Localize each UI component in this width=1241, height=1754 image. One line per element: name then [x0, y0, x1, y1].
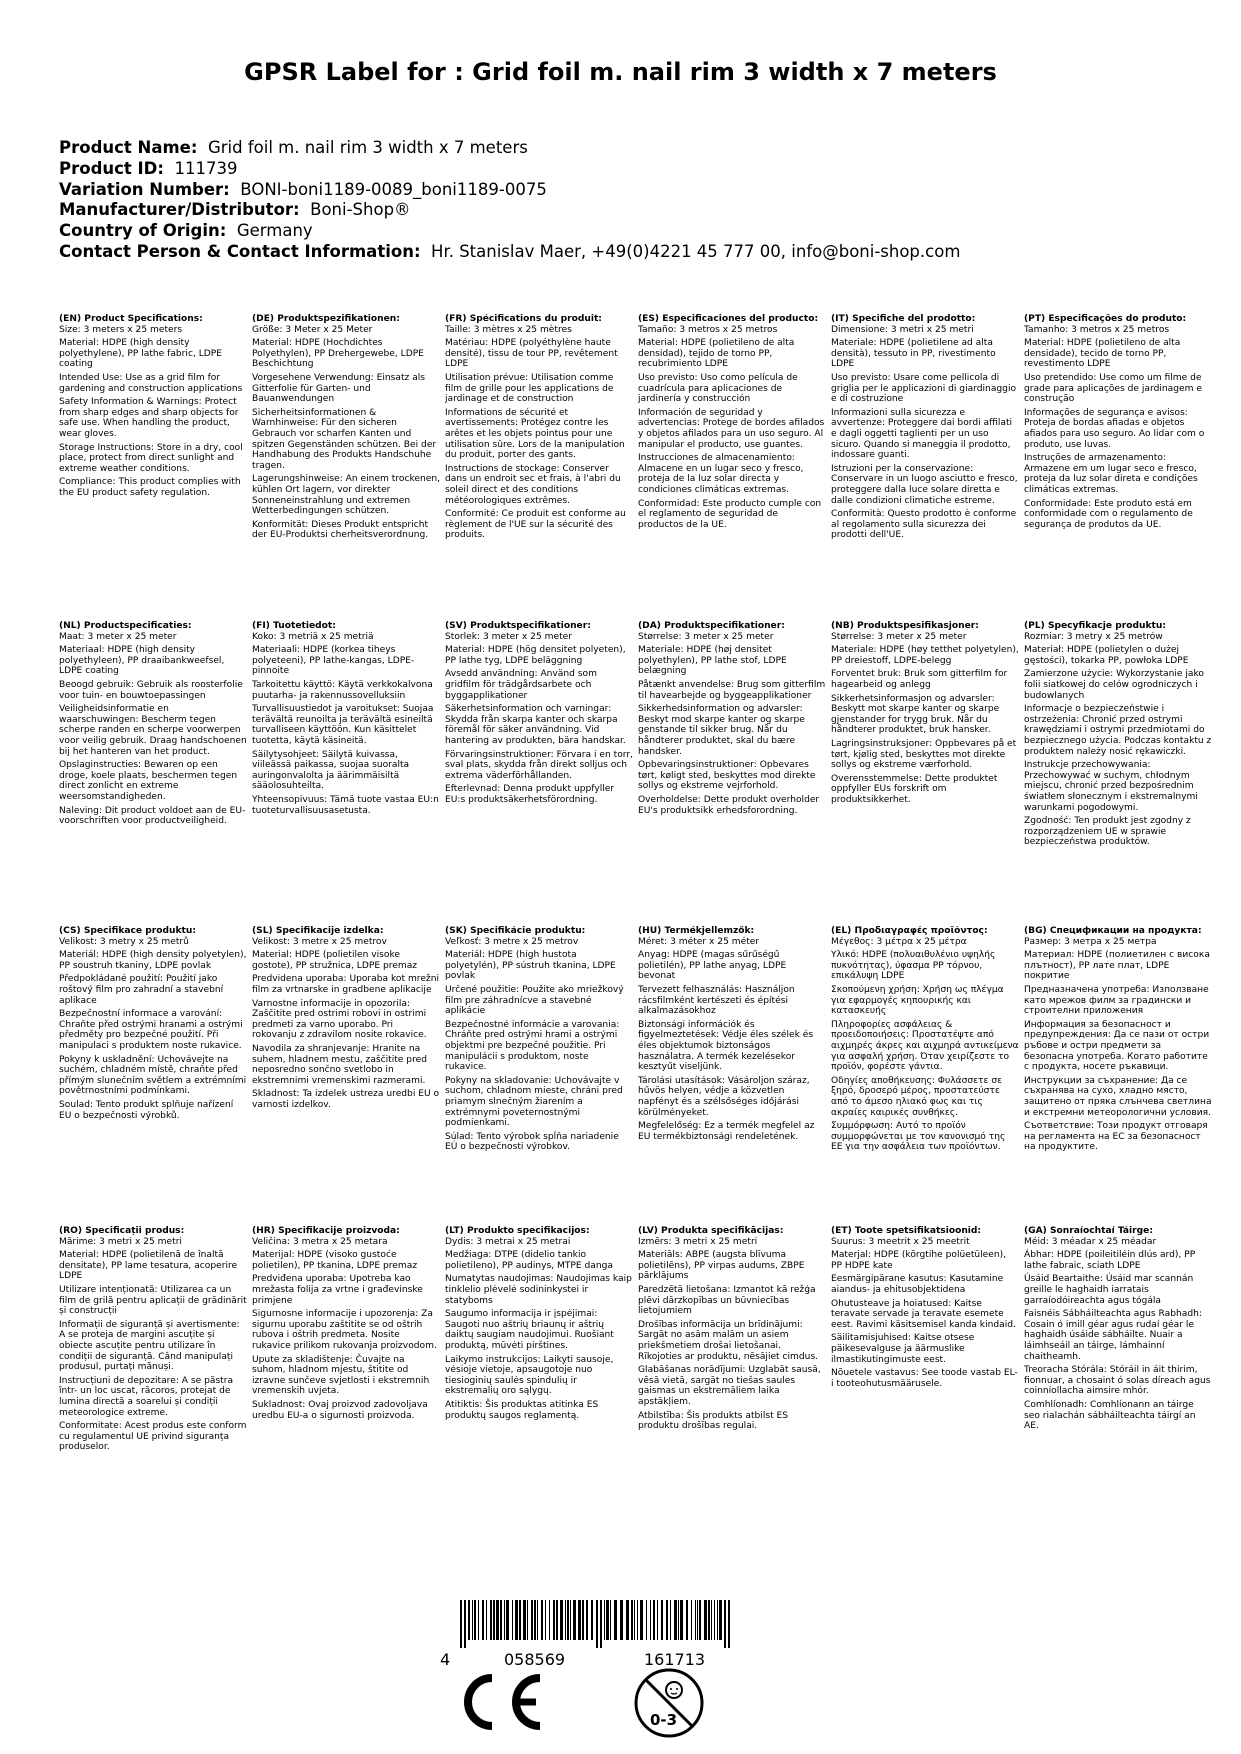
spec-paragraph: Materiál: HDPE (high hustota polyetylén), PP sústruh tkanina, LDPE povlak [445, 950, 616, 982]
info-line [59, 242, 1209, 263]
spec-paragraph: Drošības informācija un brīdinājumi: Sargāt no asām malām un asiem priekšmetiem drošai lietošanai. Rīkojoties ar produktu, nēsājiet cimdus. [638, 1319, 819, 1362]
barcode-icon [456, 1600, 736, 1648]
spec-paragraph: Koko: 3 metriä x 25 metriä [252, 631, 374, 642]
spec-paragraph: Información de seguridad y advertencias: Protege de bordes afilados y objetos afilados para un uso seguro. Al manipular el producto, use guantes. [638, 407, 825, 450]
spec-paragraph: Materiāls: ABPE (augsta blīvuma polietilēns), PP virpas audums, ZBPE pārklājums [638, 1250, 805, 1282]
spec-block [1024, 621, 1212, 851]
spec-paragraph: Materiale: HDPE (høj densitet polyethylen), PP lathe stof, LDPE belægning [638, 645, 787, 677]
spec-paragraph: Säilitamisjuhised: Kaitse otsese päikesevalguse ja äärmuslike ilmastikutingimuste eest. [831, 1333, 975, 1365]
info-label: Manufacturer/Distributor: [59, 200, 300, 220]
spec-paragraph: Sikkerhedsinformation og advarsler: Beskyt mod skarpe kanter og skarpe genstande til sikker brug. Når du håndterer produktet, skal du bære handsker. [638, 704, 805, 757]
spec-block [831, 1226, 1019, 1392]
spec-paragraph: Overensstemmelse: Dette produktet oppfyller EUs forskrift om produktsikkerhet. [831, 773, 998, 805]
spec-paragraph: Säkerhetsinformation och varningar: Skydda från skarpa kanter och skarpa föremål för säker användning. Vid hantering av produkten, bära handskar. [445, 704, 626, 746]
spec-block [445, 314, 633, 544]
spec-paragraph: Informazioni sulla sicurezza e avvertenze: Proteggere dai bordi affilati e dagli oggetti taglienti per un uso sicuro. Quando si maneggia il prodotto, indossare guanti. [831, 407, 1013, 461]
spec-paragraph: Οδηγίες αποθήκευσης: Φυλάσσετε σε ξηρό, δροσερό μέρος, προστατεύστε από το άμεσο ηλιακό φως και τις ακραίες καιρικές συνθήκες. [831, 1075, 1003, 1118]
spec-paragraph: Ohutusteave ja hoiatused: Kaitse teravate servade ja teravate esemete eest. Ravimi käsitsemisel kanda kindaid. [831, 1298, 1016, 1330]
spec-paragraph: Overholdelse: Dette produkt overholder EU's produktsikk erhedsforordning. [638, 794, 820, 816]
spec-paragraph: Bezpečnostné informácie a varovania: Chráňte pred ostrými hrami a ostrými objektmi pre bezpečné použitie. Pri manipulácii s produktom, noste rukavice. [445, 1019, 620, 1073]
spec-paragraph: Comhlíonadh: Comhlíonann an táirge seo rialachán sábháilteachta táirgí an AE. [1024, 1399, 1196, 1432]
spec-paragraph: Úsáid Beartaithe: Úsáid mar scannán greille le haghaidh iarratais garraíodóireachta agus tógála [1024, 1274, 1194, 1306]
spec-paragraph: Størrelse: 3 meter x 25 meter [638, 631, 774, 642]
spec-paragraph: Rozmiar: 3 metry x 25 metrów [1024, 631, 1163, 642]
spec-paragraph: Conformidade: Este produto está em conformidade com o regulamento de segurança de produtos da UE. [1024, 498, 1193, 530]
spec-paragraph: Yhteensopivuus: Tämä tuote vastaa EU:n tuoteturvallisuusasetusta. [252, 794, 439, 816]
spec-heading: (EN) Product Specifications: [59, 314, 203, 324]
spec-paragraph: Storage Instructions: Store in a dry, cool place, protect from direct sunlight and extreme weather conditions. [59, 442, 243, 474]
spec-paragraph: Størrelse: 3 meter x 25 meter [831, 631, 967, 642]
spec-paragraph: Materjal: HDPE (kõrgtihe polüetüleen), PP HDPE kate [831, 1250, 1007, 1271]
spec-heading: (SK) Špecifikácie produktu: [445, 926, 586, 936]
spec-heading: (DA) Produktspecifikationer: [638, 621, 785, 631]
spec-paragraph: Compliance: This product complies with the EU product safety regulation. [59, 477, 241, 498]
spec-paragraph: Påtænkt anvendelse: Brug som gitterfilm til havearbejde og byggeapplikationer [638, 679, 826, 701]
spec-paragraph: Navodila za shranjevanje: Hranite na suhem, hladnem mestu, zaščitite pred neposredno sončno svetlobo in ekstremnimi vremenskimi razmerami. [252, 1043, 427, 1086]
spec-paragraph: Eesmärgipärane kasutus: Kasutamine aiandus- ja ehitusobjektidena [831, 1274, 1004, 1295]
barcode-digits-left: 058569 [504, 1650, 566, 1669]
spec-block [638, 314, 826, 533]
spec-paragraph: Opslaginstructies: Bewaren op een droge, koele plaats, beschermen tegen direct zonlicht en extreme weersomstandigheden. [59, 760, 238, 802]
spec-heading: (ES) Especificaciones del producto: [638, 314, 819, 324]
spec-paragraph: Säilytysohjeet: Säilytä kuivassa, viileässä paikassa, suojaa suoralta auringonvalolta ja äärimmäisiltä sääolosuhteilta. [252, 749, 410, 792]
spec-paragraph: Größe: 3 Meter x 25 Meter [252, 324, 373, 335]
spec-paragraph: Atitiktis: Šis produktas atitinka ES produktų saugos reglamentą. [445, 1399, 599, 1421]
page-title: GPSR Label for : Grid foil m. nail rim 3 width x 7 meters [244, 58, 997, 86]
spec-paragraph: Conformidad: Este producto cumple con el reglamento de seguridad de productos de la UE. [638, 498, 822, 530]
spec-paragraph: Uso previsto: Uso como película de cuadrícula para aplicaciones de jardinería y construcción [638, 372, 798, 405]
spec-paragraph: Laikymo instrukcijos: Laikyti sausoje, vėsioje vietoje, apsaugotoje nuo tiesioginių saulės spindulių ir ekstremalių oro sąlygų. [445, 1354, 614, 1397]
product-info [59, 138, 1209, 263]
info-line [59, 180, 1209, 201]
spec-paragraph: Materijal: HDPE (visoko gustoće polietilen), PP tkanina, LDPE premaz [252, 1250, 418, 1271]
spec-heading: (PT) Especificações do produto: [1024, 314, 1187, 324]
not-for-children-0-3-icon [632, 1666, 706, 1740]
info-value: Grid foil m. nail rim 3 width x 7 meters [207, 138, 528, 157]
spec-heading: (NB) Produktspesifikasjoner: [831, 621, 979, 631]
spec-paragraph: Material: HDPE (polietilenă de înaltă densitate), PP lame tesatura, acoperire LDPE [59, 1250, 238, 1282]
spec-paragraph: Skladnost: Ta izdelek ustreza uredbi EU o varnosti izdelkov. [252, 1089, 440, 1110]
spec-paragraph: Instrucțiuni de depozitare: A se păstra într- un loc uscat, răcoros, protejat de lumina directă a soarelui și condiții meteorologice extreme. [59, 1375, 234, 1418]
spec-block [638, 926, 826, 1145]
spec-paragraph: Tárolási utasítások: Vásároljon száraz, hűvös helyen, védje a közvetlen napfényt és a szélsőséges időjárási körülményeket. [638, 1075, 810, 1118]
spec-paragraph: Anyag: HDPE (magas sűrűségű polietilén), PP lathe anyag, LDPE bevonat [638, 950, 787, 982]
spec-paragraph: Beoogd gebruik: Gebruik als roosterfolie voor tuin- en bouwtoepassingen [59, 679, 243, 701]
spec-paragraph: Megfelelőség: Ez a termék megfelel az EU termékbiztonsági rendeletének. [638, 1121, 815, 1142]
spec-paragraph: Dimensione: 3 metri x 25 metri [831, 324, 974, 335]
info-value: Germany [236, 221, 313, 241]
spec-paragraph: Σκοπούμενη χρήση: Χρήση ως πλέγμα για εφαρμογές κηπουρικής και κατασκευής [831, 984, 1004, 1017]
spec-heading: (NL) Productspecificaties: [59, 621, 192, 631]
spec-paragraph: Atbilstība: Šis produkts atbilst ES produktu drošības regulai. [638, 1410, 789, 1432]
info-label: Country of Origin: [59, 221, 227, 241]
spec-paragraph: Materiál: HDPE (high density polyetylen), PP soustruh tkaniny, LDPE povlak [59, 950, 247, 971]
spec-paragraph: Veličina: 3 metra x 25 metara [252, 1236, 388, 1247]
spec-paragraph: Intended Use: Use as a grid film for gardening and construction applications [59, 372, 243, 394]
spec-paragraph: Medžiaga: DTPE (didelio tankio polietileno), PP audinys, MTPE danga [445, 1250, 613, 1271]
spec-paragraph: Taille: 3 mètres x 25 mètres [445, 324, 572, 335]
spec-paragraph: Opbevaringsinstruktioner: Opbevares tørt, køligt sted, beskyttes mod direkte sollys og ekstreme vejrforhold. [638, 760, 816, 792]
spec-heading: (ET) Toote spetsifikatsioonid: [831, 1226, 982, 1236]
spec-block [59, 1226, 247, 1456]
spec-paragraph: Veľkosť: 3 metre x 25 metrov [445, 936, 579, 947]
spec-heading: (LT) Produkto specifikacijos: [445, 1226, 590, 1236]
spec-paragraph: Dydis: 3 metrai x 25 metrai [445, 1236, 571, 1247]
spec-heading: (DE) Produktspezifikationen: [252, 314, 400, 324]
spec-paragraph: Материал: HDPE (полиетилен с висока плътност), PP лате плат, LDPE покритие [1024, 950, 1210, 982]
spec-paragraph: Bezpečnostní informace a varování: Chraňte před ostrými hranami a ostrými předměty pro bezpečné použití. Při manipulaci s produktem noste rukavice. [59, 1009, 243, 1051]
info-line [59, 221, 1209, 242]
spec-paragraph: Velikost: 3 metre x 25 metrov [252, 936, 387, 947]
spec-paragraph: Pokyny na skladovanie: Uchovávajte v suchom, chladnom mieste, chráni pred priamym slnečným žiarením a extrémnymi poveternostnými podmienkami. [445, 1075, 623, 1129]
spec-paragraph: Súlad: Tento výrobok spĺňa nariadenie EÚ o bezpečnosti výrobkov. [445, 1131, 619, 1153]
info-line [59, 138, 1209, 159]
spec-paragraph: Varnostne informacije in opozorila: Zaščitite pred ostrimi robovi in ostrimi predmeti za varno uporabo. Pri rokovanju z zdravilom nosite rokavice. [252, 998, 427, 1041]
spec-paragraph: Izmērs: 3 metri x 25 metri [638, 1236, 758, 1247]
spec-block [831, 314, 1019, 544]
spec-block [831, 926, 1019, 1156]
spec-block [445, 1226, 633, 1424]
spec-paragraph: Paredzētā lietošana: Izmantot kā režģa plēvi dārzkopības un būvniecības lietojumiem [638, 1284, 816, 1317]
spec-paragraph: Material: HDPE (hög densitet polyeten), PP lathe tyg, LDPE beläggning [445, 645, 626, 666]
spec-paragraph: Velikost: 3 metry x 25 metrů [59, 936, 189, 947]
spec-paragraph: Materiale: HDPE (høy tetthet polyetylen), PP dreiestoff, LDPE-belegg [831, 645, 1019, 666]
spec-paragraph: Méid: 3 méadar x 25 méadar [1024, 1236, 1157, 1247]
spec-heading: (GA) Sonraíochtaí Táirge: [1024, 1226, 1153, 1236]
spec-paragraph: Информация за безопасност и предупреждения: Да се пази от остри ръбове и остри предмети за безопасна употреба. Когато работите с продукта, носете ръкавици. [1024, 1019, 1210, 1073]
spec-paragraph: Uso pretendido: Use como um filme de grade para aplicações de jardinagem e construção [1024, 372, 1202, 405]
spec-paragraph: Sigurnosne informacije i upozorenja: Za sigurnu uporabu zaštitite se od oštrih rubova i oštrih predmeta. Nosite rukavice prilikom rukovanja proizvodom. [252, 1309, 437, 1351]
info-label: Product ID: [59, 158, 164, 178]
spec-heading: (RO) Specificații produs: [59, 1226, 185, 1236]
info-label: Contact Person & Contact Information: [59, 241, 421, 261]
spec-paragraph: Materiał: HDPE (polietylen o dużej gęstości), tokarka PP, powłoka LDPE [1024, 645, 1189, 666]
spec-paragraph: Förvaringsinstruktioner: Förvara i en torr, sval plats, skydda från direkt solljus och extrema väderförhållanden. [445, 749, 633, 781]
spec-paragraph: Informații de siguranță și avertismente: A se proteja de margini ascuțite și obiecte ascuțite pentru utilizare în condiții de siguranță. Când manipulați produsul, purtați mănuși. [59, 1319, 240, 1373]
spec-paragraph: Instrukcje przechowywania: Przechowywać w suchym, chłodnym miejscu, chronić przed bezpośrednim światłem słonecznym i ekstremalnymi warunkami pogodowymi. [1024, 760, 1198, 813]
spec-block [1024, 926, 1212, 1156]
spec-paragraph: Treoracha Stórála: Stóráil in áit thirim, fionnuar, a chosaint ó solas díreach agus coinníollacha aimsire mhór. [1024, 1365, 1211, 1397]
spec-paragraph: Συμμόρφωση: Αυτό το προϊόν συμμορφώνεται με τον κανονισμό της ΕΕ για την ασφάλεια των προϊόντων. [831, 1121, 1006, 1153]
spec-paragraph: Materiaali: HDPE (korkea tiheys polyeteeni), PP lathe-kangas, LDPE-pinnoite [252, 645, 415, 677]
spec-paragraph: Soulad: Tento produkt splňuje nařízení EU o bezpečnosti výrobků. [59, 1099, 234, 1121]
spec-heading: (FI) Tuotetiedot: [252, 621, 336, 631]
info-value: BONI-boni1189-0089_boni1189-0075 [240, 179, 547, 199]
spec-paragraph: Informations de sécurité et avertissements: Protégez contre les arêtes et les objets pointus pour une utilisation sûre. Lors de la manipulation du produit, porter des gants. [445, 407, 625, 461]
spec-paragraph: Size: 3 meters x 25 meters [59, 324, 183, 335]
barcode-digit-prefix: 4 [440, 1650, 451, 1669]
spec-paragraph: Sikkerhetsinformasjon og advarsler: Beskytt mot skarpe kanter og skarpe gjenstander for trygg bruk. Når du håndterer produktet, bruk hansker. [831, 693, 1000, 736]
spec-paragraph: Určené použitie: Použite ako mriežkový film pre záhradnícve a stavebné aplikácie [445, 984, 624, 1017]
spec-block [638, 1226, 826, 1435]
spec-paragraph: Предназначена употреба: Използване като мрежов филм за градински и строителни приложения [1024, 984, 1209, 1017]
spec-paragraph: Πληροφορίες ασφάλειας & προειδοποιήσεις: Προστατέψτε από αιχμηρές άκρες και αιχμηρά αντικείμενα για ασφαλή χρήση. Όταν χειρίζεστε το προϊόν, φορέστε γάντια. [831, 1019, 1019, 1073]
spec-paragraph: Glabāšanas norādījumi: Uzglabāt sausā, vēsā vietā, sargāt no tiešas saules gaismas un ekstremāliem laika apstākļiem. [638, 1365, 821, 1407]
spec-paragraph: Ábhar: HDPE (poileitiléin dlús ard), PP lathe fabraic, sciath LDPE [1024, 1250, 1196, 1271]
spec-block [1024, 1226, 1212, 1435]
spec-paragraph: Uso previsto: Usare come pellicola di griglia per le applicazioni di giardinaggio e di costruzione [831, 372, 1017, 405]
spec-heading: (IT) Specifiche del prodotto: [831, 314, 976, 324]
spec-paragraph: Forventet bruk: Bruk som gitterfilm for hagearbeid og anlegg [831, 669, 1008, 690]
spec-paragraph: Material: HDPE (polietilen visoke gostote), PP stružnica, LDPE premaz [252, 950, 418, 971]
spec-block [445, 926, 633, 1156]
spec-paragraph: Predvidena uporaba: Uporaba kot mrežni film za vrtnarske in gradbene aplikacije [252, 974, 439, 995]
spec-paragraph: Zgodność: Ten produkt jest zgodny z rozporządzeniem UE w sprawie bezpieczeństwa produktów. [1024, 816, 1191, 848]
spec-paragraph: Sicherheitsinformationen & Warnhinweise: Für den sicheren Gebrauch vor scharfen Kanten und spitzen Gegenständen schützen. Bei der Handhabung des Produkts Handschuhe tragen. [252, 407, 437, 471]
spec-heading: (HU) Termékjellemzők: [638, 926, 755, 936]
spec-heading: (SL) Specifikacije izdelka: [252, 926, 384, 936]
spec-paragraph: Avsedd användning: Använd som gridfilm för trädgårdsarbete och byggapplikationer [445, 669, 597, 701]
spec-paragraph: Utilisation prévue: Utilisation comme film de grille pour les applications de jardinage et de construction [445, 372, 614, 405]
spec-paragraph: Matériau: HDPE (polyéthylène haute densité), tissu de tour PP, revêtement LDPE [445, 338, 618, 370]
spec-paragraph: Инструкции за съхранение: Да се съхранява на сухо, хладно място, защитено от пряка слънчева светлина и екстремни метеорологични условия. [1024, 1075, 1212, 1118]
spec-paragraph: Materiale: HDPE (polietilene ad alta densità), tessuto in PP, rivestimento LDPE [831, 338, 996, 370]
info-line [59, 200, 1209, 221]
spec-paragraph: Suurus: 3 meetrit x 25 meetrit [831, 1236, 970, 1247]
spec-paragraph: Размер: 3 метра x 25 метра [1024, 936, 1157, 947]
info-label: Product Name: [59, 138, 198, 157]
spec-paragraph: Numatytas naudojimas: Naudojimas kaip tinklelio plėvelė sodininkystei ir statyboms [445, 1274, 632, 1306]
spec-paragraph: Efterlevnad: Denna produkt uppfyller EU:s produktsäkerhetsförordning. [445, 784, 615, 805]
spec-paragraph: Conformitate: Acest produs este conform cu regulamentul UE privind siguranța produselor. [59, 1421, 247, 1453]
spec-block [445, 621, 633, 809]
spec-heading: (EL) Προδιαγραφές προϊόντος: [831, 926, 988, 936]
info-label: Variation Number: [59, 179, 230, 199]
spec-heading: (CS) Specifikace produktu: [59, 926, 196, 936]
spec-block [59, 621, 247, 830]
spec-paragraph: Informacje o bezpieczeństwie i ostrzeżenia: Chronić przed ostrymi krawędziami i ostrymi przedmiotami do bezpiecznego użycia. Podczas kontaktu z produktem należy nosić rękawiczki. [1024, 704, 1212, 757]
spec-heading: (HR) Specifikacije proizvoda: [252, 1226, 400, 1236]
spec-paragraph: Instrucciones de almacenamiento: Almacene en un lugar seco y fresco, proteja de la luz solar directa y condiciones climáticas extremas. [638, 453, 804, 495]
spec-paragraph: Tamaño: 3 metros x 25 metros [638, 324, 778, 335]
spec-paragraph: Tervezett felhasználás: Használjon rácsfilmként kertészeti és építési alkalmazásokhoz [638, 984, 795, 1017]
spec-paragraph: Mărime: 3 metri x 25 metri [59, 1236, 182, 1247]
spec-paragraph: Safety Information & Warnings: Protect from sharp edges and sharp objects for safe use. When handling the product, wear gloves. [59, 397, 239, 439]
spec-paragraph: Storlek: 3 meter x 25 meter [445, 631, 572, 642]
spec-paragraph: Biztonsági információk és figyelmeztetések: Védje éles szélek és éles objektumok biztonságos használatra. A termék kezelésekor kesztyűt viseljünk. [638, 1019, 814, 1073]
spec-paragraph: Pokyny k uskladnění: Uchovávejte na suchém, chladném místě, chraňte před přímým slunečním světlem a extrémními povětrnostními podmínkami. [59, 1054, 247, 1097]
spec-paragraph: Material: HDPE (Hochdichtes Polyethylen), PP Drehergewebe, LDPE Beschichtung [252, 338, 424, 370]
spec-paragraph: Předpokládané použití: Použití jako roštový film pro zahradní a stavební aplikace [59, 974, 224, 1006]
spec-paragraph: Informações de segurança e avisos: Proteja de bordas afiadas e objetos afiados para uso seguro. Ao lidar com o produto, use luvas. [1024, 407, 1205, 450]
spec-paragraph: Vorgesehene Verwendung: Einsatz als Gitterfolie für Garten- und Bauanwendungen [252, 372, 426, 405]
spec-paragraph: Lagerungshinweise: An einem trockenen, kühlen Ort lagern, vor direkter Sonneneinstrahlung und extremen Wetterbedingungen schützen. [252, 474, 440, 517]
ce-mark-icon [452, 1670, 546, 1734]
spec-paragraph: Tamanho: 3 metros x 25 metros [1024, 324, 1170, 335]
spec-block [59, 314, 247, 502]
spec-block [252, 926, 440, 1114]
barcode-digits-right: 161713 [644, 1650, 706, 1669]
spec-heading: (LV) Produkta specifikācijas: [638, 1226, 784, 1236]
spec-paragraph: Tarkoitettu käyttö: Käytä verkkokalvona puutarha- ja rakennussovelluksiin [252, 679, 433, 701]
spec-paragraph: Sukladnost: Ovaj proizvod zadovoljava uredbu EU-a o sigurnosti proizvoda. [252, 1399, 428, 1421]
spec-paragraph: Istruzioni per la conservazione: Conservare in un luogo asciutto e fresco, proteggere dalla luce solare diretta e dalle condizioni climatiche estreme. [831, 463, 1018, 506]
info-line [59, 159, 1209, 180]
spec-paragraph: Faisnéis Sábháilteachta agus Rabhadh: Cosain ó imill géar agus rudaí géar le haghaidh úsáide sábháilte. Nuair a láimhseáil an táirge, lámhainní chaitheamh. [1024, 1309, 1202, 1362]
spec-paragraph: Material: HDPE (polietileno de alta densidade), tecido de torno PP, revestimento LDPE [1024, 338, 1181, 370]
spec-paragraph: Instruções de armazenamento: Armazene em um lugar seco e fresco, proteja da luz solar direta e condições climáticas extremas. [1024, 453, 1198, 495]
spec-paragraph: Saugumo informacija ir įspėjimai: Saugoti nuo aštrių briaunų ir aštrių daiktų saugiam naudojimui. Ruošiant produktą, mūvėti pirštines. [445, 1309, 614, 1351]
spec-block [831, 621, 1019, 809]
spec-paragraph: Material: HDPE (polietileno de alta densidad), tejido de torno PP, recubrimiento LDPE [638, 338, 795, 370]
spec-paragraph: Materiaal: HDPE (high density polyethyleen), PP draaibankweefsel, LDPE coating [59, 645, 225, 677]
spec-paragraph: Maat: 3 meter x 25 meter [59, 631, 177, 642]
spec-paragraph: Naleving: Dit product voldoet aan de EU-voorschriften voor productveiligheid. [59, 805, 246, 827]
spec-paragraph: Съответствие: Този продукт отговаря на регламента на ЕС за безопасност на продуктите. [1024, 1121, 1208, 1153]
spec-paragraph: Turvallisuustiedot ja varoitukset: Suojaa terävältä reunoilta ja terävältä esineiltä turvalliseen käyttöön. Kun käsittelet tuotetta, käytä käsineitä. [252, 704, 434, 746]
spec-heading: (SV) Produktspecifikationer: [445, 621, 591, 631]
spec-block [1024, 314, 1212, 533]
spec-block [638, 621, 826, 819]
spec-block [59, 926, 247, 1124]
spec-heading: (FR) Spécifications du produit: [445, 314, 602, 324]
spec-paragraph: Conformità: Questo prodotto è conforme al regolamento sulla sicurezza dei prodotti dell'UE. [831, 509, 1017, 541]
spec-block [252, 314, 440, 544]
spec-paragraph: Méret: 3 méter x 25 méter [638, 936, 760, 947]
spec-paragraph: Lagringsinstruksjoner: Oppbevares på et tørt, kjølig sted, beskyttes mot direkte sollys og ekstreme værforhold. [831, 738, 1017, 771]
age-range-label: 0-3 [650, 1711, 678, 1729]
spec-heading: (BG) Спецификации на продукта: [1024, 926, 1202, 936]
spec-paragraph: Conformité: Ce produit est conforme au règlement de l'UE sur la sécurité des produits. [445, 509, 626, 541]
spec-paragraph: Konformität: Dieses Produkt entspricht der EU-Produktsi cherheitsverordnung. [252, 519, 429, 541]
spec-paragraph: Nõuetele vastavus: See toode vastab EL-i tooteohutusmäärusele. [831, 1368, 1018, 1389]
spec-paragraph: Material: HDPE (high density polyethylene), PP lathe fabric, LDPE coating [59, 338, 223, 370]
spec-paragraph: Veiligheidsinformatie en waarschuwingen: Bescherm tegen scherpe randen en scherpe voorwerpen voor veilig gebruik. Draag handschoenen bij het hanteren van het product. [59, 704, 247, 757]
spec-paragraph: Upute za skladištenje: Čuvajte na suhom, hladnom mjestu, štitite od izravne sunčeve svjetlosti i ekstremnih vremenskih uvjeta. [252, 1354, 430, 1397]
spec-block [252, 621, 440, 819]
spec-paragraph: Μέγεθος: 3 μέτρα x 25 μέτρα [831, 936, 967, 947]
spec-paragraph: Zamierzone użycie: Wykorzystanie jako folii siatkowej do celów ogrodniczych i budowlanych [1024, 669, 1204, 701]
spec-heading: (PL) Specyfikacje produktu: [1024, 621, 1166, 631]
info-value: Hr. Stanislav Maer, +49(0)4221 45 777 00, info@boni-shop.com [431, 241, 961, 261]
spec-block [252, 1226, 440, 1424]
info-value: 111739 [174, 158, 238, 178]
spec-paragraph: Υλικό: HDPE (πολυαιθυλένιο υψηλής πυκνότητας), ύφασμα PP τόρνου, επικάλυψη LDPE [831, 950, 996, 982]
info-value: Boni-Shop® [310, 200, 411, 220]
spec-paragraph: Instructions de stockage: Conserver dans un endroit sec et frais, à l'abri du soleil direct et des conditions météorologiques extrêmes. [445, 463, 621, 506]
spec-paragraph: Predviđena uporaba: Upotreba kao mrežasta folija za vrtne i građevinske primjene [252, 1274, 423, 1306]
spec-paragraph: Utilizare intenționată: Utilizarea ca un film de grilă pentru aplicații de grădinărit și construcții [59, 1284, 247, 1317]
